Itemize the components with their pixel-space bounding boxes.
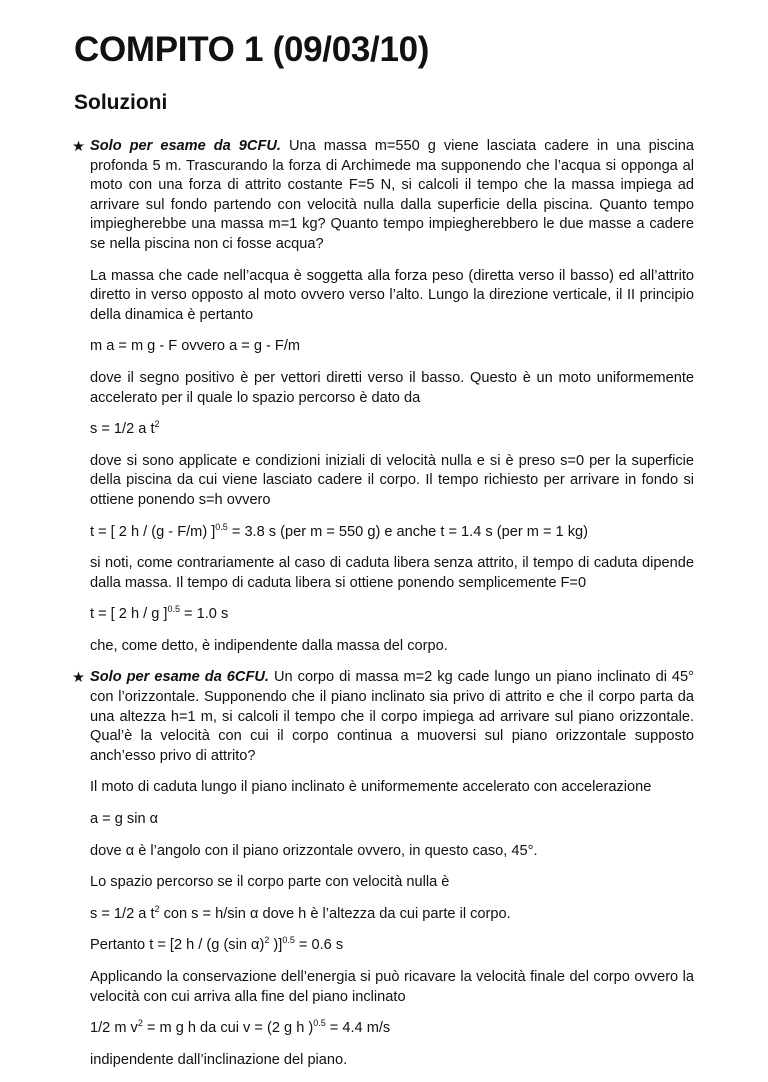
star-icon: ★: [72, 139, 85, 155]
page-title: COMPITO 1 (09/03/10): [74, 30, 430, 69]
problem-1-paragraph: La massa che cade nell’acqua è soggetta alla forza peso (diretta verso il basso) ed all’attrito diretto in verso opposto al moto ovvero verso l’alto. Lungo la direzione verticale, il II principio della dinamica è pertanto: [90, 267, 694, 323]
problem-2-paragraph: dove α è l’angolo con il piano orizzontale ovvero, in questo caso, 45°.: [90, 842, 538, 859]
problem-2-equation: a = g sin α: [90, 811, 159, 828]
problem-1-equation: m a = m g - F ovvero a = g - F/m: [90, 338, 301, 355]
problem-2-paragraph: Il moto di caduta lungo il piano inclinato è uniformemente accelerato con accelerazione: [90, 779, 652, 796]
problem-1-statement: Solo per esame da 9CFU. Una massa m=550 g viene lasciata cadere in una piscina profonda 5 m. Trascurando la forza di Archimede ma supponendo che l’acqua si opponga al moto con una forza di attrito costante F=5 N, si calcoli il tempo che la massa impiega ad arrivare sul fondo partendo con velocità nulla dalla superficie della piscina. Quanto tempo impiegherebbe una massa m=1 kg? Quanto tempo impiegherebbero le due masse a cadere se nella piscina non ci fosse acqua?: [90, 138, 694, 252]
problem-2: [74, 668, 694, 1070]
page-subtitle: Soluzioni: [74, 91, 168, 114]
problem-1-paragraph: che, come detto, è indipendente dalla massa del corpo.: [90, 637, 448, 654]
problem-2-equation: s = 1/2 a $t^2$ con s = h/sin α dove h è l’altezza da cui parte il corpo.: [90, 903, 511, 922]
problem-1-equation: t = [ 2 h / g ]$^{0.5}$ = 1.0 s: [90, 604, 229, 623]
document-content: [74, 137, 694, 1082]
problem-2-paragraph: Lo spazio percorso se il corpo parte con velocità nulla è: [90, 874, 450, 891]
problem-2-paragraph: Applicando la conservazione dell’energia si può ricavare la velocità finale del corpo ovvero la velocità con cui arriva alla fine del piano inclinato: [90, 969, 694, 1005]
problem-1: [74, 137, 694, 656]
problem-1-paragraph: dove il segno positivo è per vettori diretti verso il basso. Questo è un moto uniformemente accelerato per il quale lo spazio percorso è dato da: [90, 369, 694, 406]
problem-1-equation: s = 1/2 a $t^2$: [90, 419, 160, 438]
problem-2-statement: Solo per esame da 6CFU. Un corpo di massa m=2 kg cade lungo un piano inclinato di 45° con l’orizzontale. Supponendo che il piano inclinato sia privo di attrito e che il corpo parta da una altezza h=1 m, si calcoli il tempo che il corpo impiega ad arrivare sul piano orizzontale. Qual’è la velocità con cui il corpo continua a muoversi sul piano orizzontale supposto anch’esso privo di attrito?: [90, 669, 695, 764]
problem-2-equation: 1/2 m $v^2 = m$ g h da cui v = (2 g h )$^{0.5}$ = 4.4 m/s: [90, 1018, 391, 1037]
problem-2-paragraph: indipendente dall’inclinazione del piano.: [90, 1051, 348, 1068]
problem-2-equation: Pertanto t = [2 h / (g (sin α)$^2$ )]$^{0.5}$ = 0.6 s: [90, 935, 344, 954]
problem-1-paragraph: dove si sono applicate e condizioni iniziali di velocità nulla e si è preso s=0 per la superficie della piscina da cui viene lasciato cadere il corpo. Il tempo richiesto per arrivare in fondo si ottiene ponendo s=h ovvero: [90, 452, 694, 508]
problem-1-equation: t = [ 2 h / (g - F/m) ]$^{0.5}$ = 3.8 s (per m = 550 g) e anche t = 1.4 s (per m = 1 kg): [90, 521, 588, 540]
problem-2-lead: Solo per esame da 6CFU.: [90, 669, 269, 686]
star-icon: ★: [72, 670, 85, 687]
problem-1-paragraph: si noti, come contrariamente al caso di caduta libera senza attrito, il tempo di caduta dipende dalla massa. Il tempo di caduta libera si ottiene ponendo semplicemente F=0: [90, 555, 694, 591]
problem-1-lead: Solo per esame da 9CFU.: [90, 138, 281, 154]
